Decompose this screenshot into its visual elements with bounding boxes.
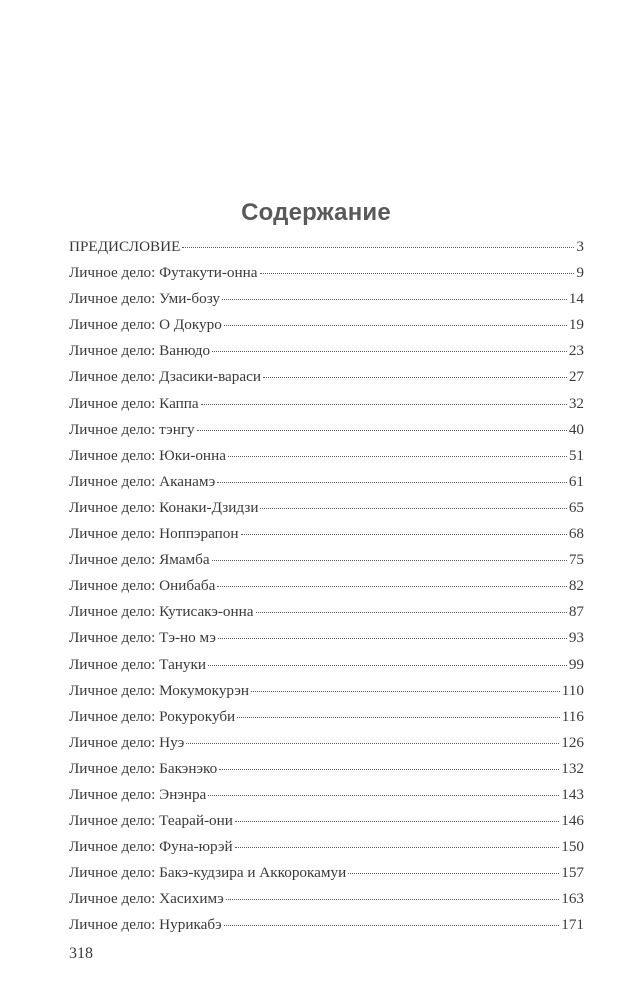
dot-leader: [260, 507, 566, 509]
toc-entry[interactable]: [69, 834, 584, 860]
toc-entry-label: Личное дело: Бакэ-кудзира и Аккорокамуи: [69, 864, 347, 882]
toc-entry[interactable]: [69, 652, 584, 678]
toc-entry-page: 146: [561, 812, 584, 830]
toc-list: [69, 234, 584, 939]
dot-leader: [217, 585, 566, 587]
dot-leader: [226, 898, 559, 900]
toc-entry-page: 110: [561, 681, 584, 699]
toc-entry-label: Личное дело: Рокурокуби: [69, 707, 236, 725]
toc-entry[interactable]: [69, 521, 584, 547]
toc-entry[interactable]: [69, 625, 584, 651]
dot-leader: [186, 742, 559, 744]
toc-entry-label: Личное дело: Кутисакэ-онна: [69, 603, 254, 621]
toc-entry-page: 23: [568, 342, 584, 360]
dot-leader: [348, 872, 559, 874]
toc-entry-page: 14: [568, 290, 584, 308]
toc-entry-label: Личное дело: Ванюдо: [69, 342, 211, 360]
toc-entry[interactable]: [69, 364, 584, 390]
toc-entry[interactable]: [69, 417, 584, 443]
dot-leader: [228, 455, 567, 457]
toc-entry-page: 93: [568, 629, 584, 647]
toc-entry-page: 61: [568, 472, 584, 490]
toc-entry-page: 163: [561, 890, 584, 908]
toc-entry-label: Личное дело: Юки-онна: [69, 446, 226, 464]
toc-entry-page: 150: [561, 838, 584, 856]
toc-entry[interactable]: [69, 260, 584, 286]
dot-leader: [182, 246, 574, 248]
toc-entry[interactable]: [69, 808, 584, 834]
toc-entry-page: 19: [568, 316, 584, 334]
toc-entry-label: Личное дело: Аканамэ: [69, 472, 216, 490]
dot-leader: [256, 611, 567, 613]
toc-entry-page: 157: [561, 864, 584, 882]
toc-entry-label: Личное дело: Нурикабэ: [69, 916, 222, 934]
toc-entry-page: 143: [561, 785, 584, 803]
toc-entry[interactable]: [69, 886, 584, 912]
dot-leader: [212, 350, 567, 352]
toc-entry-page: 65: [568, 498, 584, 516]
dot-leader: [260, 272, 575, 274]
toc-entry-label: Личное дело: Теарай-они: [69, 812, 233, 830]
toc-entry[interactable]: [69, 312, 584, 338]
dot-leader: [251, 690, 560, 692]
toc-entry-label: Личное дело: Бакэнэко: [69, 759, 218, 777]
page-number: 318: [69, 945, 93, 962]
toc-entry[interactable]: [69, 782, 584, 808]
toc-entry-page: 3: [576, 238, 584, 255]
toc-entry[interactable]: [69, 704, 584, 730]
dot-leader: [241, 533, 567, 535]
dot-leader: [222, 298, 567, 300]
toc-entry[interactable]: [69, 391, 584, 417]
dot-leader: [235, 846, 560, 848]
toc-entry-page: 87: [568, 603, 584, 621]
toc-title: Содержание: [241, 199, 391, 226]
toc-entry-label: Личное дело: Фуна-юрэй: [69, 838, 233, 856]
toc-entry-label: Личное дело: Дзасики-вараси: [69, 368, 261, 386]
toc-entry-page: 99: [568, 655, 584, 673]
toc-entry-label: Личное дело: Тануки: [69, 655, 207, 673]
toc-entry-page: 82: [568, 577, 584, 595]
toc-entry[interactable]: [69, 912, 584, 938]
toc-entry[interactable]: [69, 599, 584, 625]
toc-entry-label: Личное дело: Уми-бозу: [69, 290, 220, 308]
toc-entry[interactable]: [69, 443, 584, 469]
toc-entry-label: Личное дело: О Докуро: [69, 316, 222, 334]
dot-leader: [219, 768, 559, 770]
toc-entry-label: Личное дело: Хасихимэ: [69, 890, 224, 908]
dot-leader: [197, 429, 567, 431]
toc-entry[interactable]: [69, 338, 584, 364]
toc-entry[interactable]: [69, 286, 584, 312]
dot-leader: [208, 664, 567, 666]
toc-entry-page: 116: [561, 707, 584, 725]
toc-entry-page: 68: [568, 525, 584, 543]
dot-leader: [263, 376, 567, 378]
toc-entry-label: Личное дело: Нуэ: [69, 733, 185, 751]
toc-entry-page: 9: [576, 264, 584, 282]
toc-entry-label: Личное дело: Ноппэрапон: [69, 525, 239, 543]
toc-entry-page: 132: [561, 759, 584, 777]
toc-entry[interactable]: [69, 730, 584, 756]
dot-leader: [224, 924, 560, 926]
toc-entry[interactable]: [69, 678, 584, 704]
toc-entry-label: Личное дело: Конаки-Дзидзи: [69, 498, 259, 516]
toc-entry-label: Личное дело: Мокумокурэн: [69, 681, 250, 699]
dot-leader: [201, 403, 567, 405]
toc-entry-page: 32: [568, 394, 584, 412]
toc-entry-label: Личное дело: Каппа: [69, 394, 199, 412]
toc-entry[interactable]: [69, 860, 584, 886]
toc-entry-page: 75: [568, 551, 584, 569]
toc-entry-label: Личное дело: Энэнра: [69, 785, 207, 803]
toc-entry-label: Личное дело: Тэ-но мэ: [69, 629, 216, 647]
toc-entry-label: Личное дело: Онибаба: [69, 577, 216, 595]
toc-entry-page: 27: [568, 368, 584, 386]
dot-leader: [218, 637, 567, 639]
dot-leader: [237, 716, 560, 718]
toc-entry-label: Личное дело: Футакути-онна: [69, 264, 258, 282]
dot-leader: [224, 324, 567, 326]
toc-entry[interactable]: [69, 756, 584, 782]
dot-leader: [217, 481, 567, 483]
dot-leader: [208, 794, 559, 796]
dot-leader: [212, 559, 567, 561]
toc-entry[interactable]: [69, 573, 584, 599]
toc-entry[interactable]: [69, 547, 584, 573]
dot-leader: [235, 820, 559, 822]
toc-entry[interactable]: [69, 469, 584, 495]
toc-entry-label: Личное дело: тэнгу: [69, 420, 195, 438]
toc-entry-page: 51: [568, 446, 584, 464]
toc-entry-label: ПРЕДИСЛОВИЕ: [69, 238, 181, 255]
toc-entry-page: 126: [561, 733, 584, 751]
toc-entry-page: 171: [561, 916, 584, 934]
toc-entry-label: Личное дело: Ямамба: [69, 551, 210, 569]
toc-entry[interactable]: [69, 495, 584, 521]
toc-entry-page: 40: [568, 420, 584, 438]
toc-entry[interactable]: [69, 234, 584, 260]
